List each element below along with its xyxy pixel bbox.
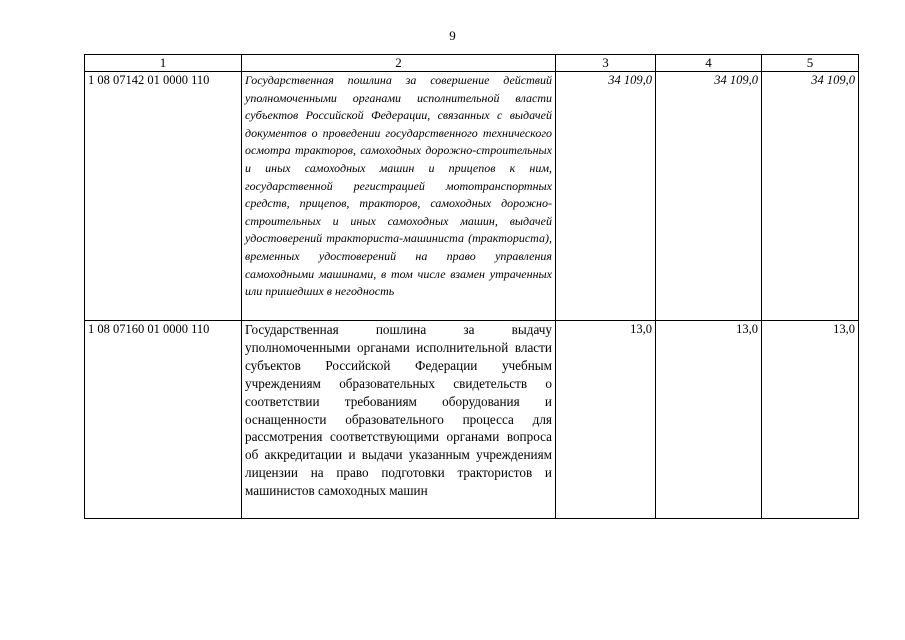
amount-col3-cell: 34 109,0 [556, 72, 656, 321]
budget-code-cell: 1 08 07160 01 0000 110 [85, 321, 242, 519]
column-header-3: 3 [556, 55, 656, 72]
budget-code-cell: 1 08 07142 01 0000 110 [85, 72, 242, 321]
column-header-2: 2 [242, 55, 556, 72]
amount-col4-cell: 34 109,0 [656, 72, 762, 321]
page-number: 9 [449, 28, 456, 43]
amount-col5-cell: 13,0 [762, 321, 859, 519]
description-cell: Государственная пошлина за выдачу уполномоченными органами исполнительной власти субъектов Российской Федерации учебным учреждениям образовательных свидетельств о соответствии требованиям оборудования и оснащенности образовательного процесса для рассмотрения соответствующими органами вопроса об аккредитации и выдачи указанным учреждениям лицензии на право подготовки трактористов и машинистов самоходных машин [242, 321, 556, 519]
amount-col3-cell: 13,0 [556, 321, 656, 519]
description-cell: Государственная пошлина за совершение действий уполномоченными органами исполнительной власти субъектов Российской Федерации, связанных с выдачей документов о проведении государственного технического осмотра тракторов, самоходных дорожно-строительных и иных самоходных машин и прицепов к ним, государственной регистрацией мототранспортных средств, прицепов, тракторов, самоходных дорожно-строительных и иных самоходных машин, выдачей удостоверений тракториста-машиниста (тракториста), временных удостоверений на право управления самоходными машинами, в том числе взамен утраченных или пришедших в негодность [242, 72, 556, 321]
column-header-4: 4 [656, 55, 762, 72]
column-header-5: 5 [762, 55, 859, 72]
table-row [85, 321, 859, 519]
table-header-row [85, 55, 859, 72]
budget-table [84, 54, 859, 519]
amount-col4-cell: 13,0 [656, 321, 762, 519]
table-row [85, 72, 859, 321]
amount-col5-cell: 34 109,0 [762, 72, 859, 321]
column-header-1: 1 [85, 55, 242, 72]
